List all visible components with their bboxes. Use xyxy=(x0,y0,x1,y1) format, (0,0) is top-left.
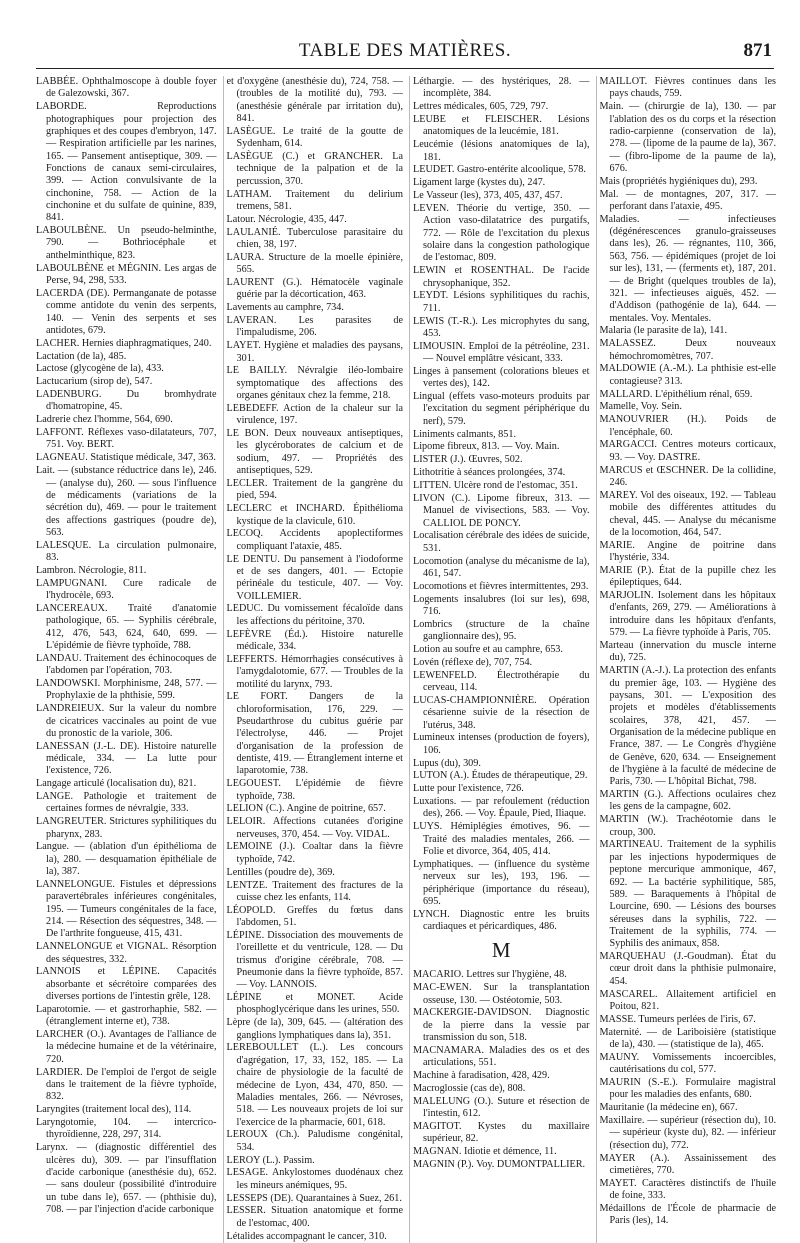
index-entry: LEMOINE (J.). Coaltar dans la fièvre typhoïde, 742. xyxy=(226,841,403,865)
index-entry: LEGOUEST. L'épidémie de fièvre typhoïde, 738. xyxy=(226,778,403,802)
index-entry: LEVEN. Théorie du vertige, 350. — Action vaso-dilatatrice des purgatifs, 772. — Rôle de l'excitation du plexus solaire dans la congestion pathologique de l'estomac, 809. xyxy=(413,202,590,264)
index-entry: LARCHER (O.). Avantages de l'alliance de la médecine humaine et de la vétérinaire, 720. xyxy=(36,1029,217,1065)
index-entry: LEBEDEFF. Action de la chaleur sur la virulence, 197. xyxy=(226,402,403,427)
index-entry: Logements insalubres (loi sur les), 698, 716. xyxy=(413,593,590,617)
index-entry: LEUBE et FLEISCHER. Lésions anatomiques de la leucémie, 181. xyxy=(413,114,590,138)
index-entry: LANCEREAUX. Traité d'anatomie pathologique, 65. — Syphilis cérébrale, 412, 476, 543, 624, 640, 699. — L'épidémie de fièvre typhoïde, 788. xyxy=(36,602,217,651)
index-entry: MARIE (P.). État de la pupille chez les épileptiques, 644. xyxy=(599,564,776,589)
index-entry: MARQUEHAU (J.-Goudman). État du cœur droit dans la phthisie pulmonaire, 454. xyxy=(599,951,776,987)
index-entry: LESAGE. Ankylostomes duodénaux chez les mineurs anémiques, 95. xyxy=(226,1167,403,1191)
index-entry: LUYS. Hémiplégies émotives, 96. — Traité des maladies mentales, 266. — Folie et divorce, 364, 405, 414. xyxy=(413,821,590,857)
index-entry: LANNELONGUE. Fistules et dépressions paravertébrales inférieures congénitales, 195. — Tumeurs congénitales de la face, 214. — Résection des séquestres, 348. — De l'arthrite fongueuse, 415, 431. xyxy=(36,879,217,940)
index-entry: LANDAU. Traitement des échinocoques de l'abdomen par l'opération, 703. xyxy=(36,652,217,677)
index-entry: LACERDA (DE). Permanganate de potasse comme antidote du venin des serpents, 140. — Venin des serpents et ses antidotes, 679. xyxy=(36,287,217,336)
index-entry: LAVERAN. Les parasites de l'impaludisme, 206. xyxy=(226,315,403,339)
index-entry: Lovén (réflexe de), 707, 754. xyxy=(413,656,533,668)
index-entry: Le Vasseur (les), 373, 405, 437, 457. xyxy=(413,190,563,202)
index-entry: Machine à faradisation, 428, 429. xyxy=(413,1070,550,1082)
index-entry: LANESSAN (J.-L. DE). Histoire naturelle médicale, 334. — La lutte pour l'existence, 726. xyxy=(36,740,217,777)
index-entry: Mal. — de montagnes, 207, 317. — perforant dans l'ataxie, 495. xyxy=(599,188,776,212)
page-number: 871 xyxy=(743,40,772,61)
index-entry: MACKERGIE-DAVIDSON. Diagnostic de la pierre dans la vessie par transmission du son, 518. xyxy=(413,1007,590,1044)
index-entry: Malaria (le parasite de la), 141. xyxy=(599,325,728,337)
index-entry: LAURA. Structure de la moelle épinière, 565. xyxy=(226,251,403,276)
index-entry: LYNCH. Diagnostic entre les bruits cardiaques et péricardiques, 486. xyxy=(413,908,590,933)
index-entry: LÉOPOLD. Greffes du fœtus dans l'abdomen, 51. xyxy=(226,904,403,929)
index-entry: LE DENTU. Du pansement à l'iodoforme et de ses dangers, 401. — Ectopie périnéale du testicule, 407. — Voy. VOILLEMIER. xyxy=(226,553,403,602)
page-header xyxy=(36,38,774,69)
index-entry: Leucémie (lésions anatomiques de la), 181. xyxy=(413,139,590,163)
index-entry: Lentilles (poudre de), 369. xyxy=(226,866,335,878)
index-entry: LE FORT. Dangers de la chloroformisation, 176, 229. — Pseudarthrose du cubitus guérie par l'électrolyse, 446. — Projet d'organisation de la profession de dentiste, 419. — Étranglement interne et laparotomie, 738. xyxy=(226,691,403,777)
index-entry: LARDIER. De l'emploi de l'ergot de seigle dans le traitement de la fièvre typhoïde, 832. xyxy=(36,1066,217,1103)
index-entry: Lait. — (substance réductrice dans le), 246. — (analyse du), 260. — sous l'influence de médicaments (variations de la sécrétion du), 469. — pour le traitement des affections gastriques (poudre de), 563. xyxy=(36,465,217,538)
index-entry: Lactose (glycogène de la), 433. xyxy=(36,363,164,375)
index-entry: LELOIR. Affections cutanées d'origine nerveuses, 370, 454. — Voy. VIDAL. xyxy=(226,816,403,840)
index-entry: MARTINEAU. Traitement de la syphilis par les injections hypodermiques de peptone mercurique ammonique, 467, 692. — La bactérie syphilitique, 585, 589. — Baraquements à l'hôpital de Lourcine, 690. — Lésions des bourses séreuses dans la syphilis, 722. — Traitement de la syphilis, 774. — Syphilis des animaux, 858. xyxy=(599,839,776,950)
index-entry: Lavements au camphre, 734. xyxy=(226,302,344,314)
index-entry: Lutte pour l'existence, 726. xyxy=(413,783,524,795)
index-entry: Lithotritie à séances prolongées, 374. xyxy=(413,467,566,479)
index-entry: MAILLOT. Fièvres continues dans les pays chauds, 759. xyxy=(599,76,776,100)
index-entry: LANNELONGUE et VIGNAL. Résorption des séquestres, 332. xyxy=(36,941,217,965)
index-entry: MASCAREL. Allaitement artificiel en Poitou, 821. xyxy=(599,988,776,1012)
index-entry: MALASSEZ. Deux nouveaux hémochromomètres, 707. xyxy=(599,338,776,362)
index-entry: Latour. Nécrologie, 435, 447. xyxy=(226,213,347,225)
index-entry: Léthargie. — des hystériques, 28. — incomplète, 384. xyxy=(413,76,590,100)
index-entry: LUCAS-CHAMPIONNIÈRE. Opération césarienne suivie de la résection de l'utérus, 348. xyxy=(413,694,590,731)
index-entry: LABORDE. Reproductions photographiques pour projection des graphiques et des coupes d'embryon, 147. — Respiration artificielle par les narines, 165. — Pansement antiseptique, 309. — Fonctions de canaux semi-circulaires, 399. — Action convulsivante de la cinchonine, 758. — Action de la cinchonine et du sulfate de quinine, 839, 841. xyxy=(36,101,217,224)
index-entry: MAURIN (S.-E.). Formulaire magistral pour les maladies des enfants, 680. xyxy=(599,1077,776,1101)
index-entry: Lombrics (structure de la chaîne ganglionnaire des), 95. xyxy=(413,618,590,643)
index-entry: LABOULBÈNE et MÉGNIN. Les argas de Perse, 94, 298, 533. xyxy=(36,262,217,286)
index-entry: LEREBOULLET (L.). Les concours d'agrégation, 17, 33, 152, 185. — La chaire de physiologie de la faculté de médecine de Lyon, 434, 470, 850. — Maladies mentales, 266. — Névroses, 518. — Les nouveaux projets de loi sur l'exercice de la pharmacie, 601, 618. xyxy=(226,1042,403,1128)
index-entry: LASÈGUE. Le traité de la goutte de Sydenham, 614. xyxy=(226,125,403,150)
index-entry: Lèpre (de la), 309, 645. — (altération des ganglions lymphatiques dans la), 351. xyxy=(226,1017,403,1041)
index-entry: Lactation (de la), 485. xyxy=(36,350,127,362)
index-entry: LABOULBÈNE. Un pseudo-helminthe, 790. — Bothriocéphale et anthelminthique, 823. xyxy=(36,225,217,261)
index-entry: LEWENFELD. Électrothérapie du cerveau, 114. xyxy=(413,669,590,693)
running-title: TABLE DES MATIÈRES. xyxy=(298,40,512,61)
index-entry: Lactucarium (sirop de), 547. xyxy=(36,376,153,388)
index-entry: LANDOWSKI. Morphinisme, 248, 577. — Prophylaxie de la phthisie, 599. xyxy=(36,678,217,702)
index-entry: Ladrerie chez l'homme, 564, 690. xyxy=(36,414,173,426)
index-entry: LADENBURG. Du bromhydrate d'homatropine, 45. xyxy=(36,389,217,413)
index-entry: LANGE. Pathologie et traitement de certaines formes de névralgie, 333. xyxy=(36,791,217,815)
index-entry: Locomotion (analyse du mécanisme de la), 461, 547. xyxy=(413,555,590,579)
index-entry: Laparotomie. — et gastrorhaphie, 582. — (étranglement interne et), 738. xyxy=(36,1003,217,1028)
index-entry: Mamelle, Voy. Sein. xyxy=(599,401,682,413)
index-entry: Laryngotomie, 104. — intercrico-thyroïdienne, 228, 297, 314. xyxy=(36,1117,217,1141)
index-entry: LAMPUGNANI. Cure radicale de l'hydrocèle, 693. xyxy=(36,577,217,602)
index-entry: LANGREUTER. Strictures syphilitiques du pharynx, 283. xyxy=(36,816,217,840)
index-entry: MARTIN (A.-J.). La protection des enfants du premier âge, 103. — Hygiène des paysans, 301. — L'exposition des projets et modèles d'établissements scolaires, 378, 421, 457. — Organisation de la médecine publique en France, 387. — Le Congrès d'hygiène de Genève, 620, 634. — Enseignement de l'hygiène à la faculté de médecine de Paris, 730. — L'hôpital Bichat, 798. xyxy=(599,665,776,788)
index-entry: MAGNAN. Idiotie et démence, 11. xyxy=(413,1146,557,1158)
index-entry: Lotion au soufre et au camphre, 653. xyxy=(413,643,563,655)
index-entry: LÉPINE. Dissociation des mouvements de l'oreillette et du ventricule, 128. — Du trismus d'origine cérébrale, 708. — Pneumonie dans la fièvre typhoïde, 857. — Voy. LANNOIS. xyxy=(226,929,403,991)
index-entry: LE BAILLY. Névralgie iléo-lombaire symptomatique des affections des organes génitaux chez la femme, 218. xyxy=(226,365,403,402)
index-entry: LESSER. Situation anatomique et forme de l'estomac, 400. xyxy=(226,1205,403,1229)
index-entry: Linges à pansement (colorations bleues et vertes des), 142. xyxy=(413,365,590,390)
index-entry: Médaillons de l'École de pharmacie de Paris (les), 14. xyxy=(599,1202,776,1227)
index-entry: Lettres médicales, 605, 729, 797. xyxy=(413,101,549,113)
index-entry: MAYER (A.). Assainissement des cimetières, 770. xyxy=(599,1152,776,1176)
index-entry: Lymphatiques. — (influence du système nerveux sur les), 193, 196. — périphérique (importance du réseau), 695. xyxy=(413,858,590,907)
index-entry: Lambron. Nécrologie, 811. xyxy=(36,564,147,576)
index-entry: MALDOWIE (A.-M.). La phthisie est-elle contagieuse? 313. xyxy=(599,363,776,387)
index-entry: Lupus (du), 309. xyxy=(413,757,481,769)
index-entry: MARGACCI. Centres moteurs corticaux, 93. — Voy. DASTRE. xyxy=(599,439,776,463)
index-entry: Locomotions et fièvres intermittentes, 293. xyxy=(413,580,589,592)
index-entry: MAUNY. Vomissements incoercibles, cautérisations du col, 577. xyxy=(599,1051,776,1076)
index-entry: Maladies. — infectieuses (dégénérescences granulo-graisseuses dans les), 26. — régnantes, 110, 366, 563, 756. — épidémiques (projet de loi sur les), 131, — (ferments et), 187, 201. — de Bright (quelques troubles de la), 321. — infectieuses aiguës, 452. — d'Addison (pathogénie de la), 644. — mentales. Voy. Mentales. xyxy=(599,213,776,324)
index-entry: LAURENT (G.). Hématocèle vaginale guérie par la décortication, 463. xyxy=(226,277,403,301)
index-entry: MANOUVRIER (H.). Poids de l'encéphale, 60. xyxy=(599,414,776,438)
index-entry: LEROY (L.). Passim. xyxy=(226,1154,315,1166)
index-entry: LANNOIS et LÉPINE. Capacités absorbante et sécrétoire comparées des diverses portions de l'intestin grêle, 128. xyxy=(36,966,217,1003)
index-entry: LEFFERTS. Hémorrhagies consécutives à l'amygdalotomie, 677. — Troubles de la motilité du larynx, 793. xyxy=(226,653,403,690)
index-entry: MARIE. Angine de poitrine dans l'hystérie, 334. xyxy=(599,539,776,564)
index-entry: MACNAMARA. Maladies des os et des articulations, 551. xyxy=(413,1044,590,1069)
index-entry: Mais (propriétés hygiéniques du), 293. xyxy=(599,175,758,187)
index-entry: Lingual (effets vaso-moteurs produits par l'excitation du segment périphérique du nerf), 579. xyxy=(413,391,590,427)
index-column-2 xyxy=(223,76,404,1243)
index-entry: LECLERC et INCHARD. Épithélioma kystique de la clavicule, 610. xyxy=(226,503,403,527)
index-entry: LAYET. Hygiène et maladies des paysans, 301. xyxy=(226,340,403,364)
index-column-3 xyxy=(409,76,590,1243)
index-entry: Lumineux intenses (production de foyers), 106. xyxy=(413,732,590,756)
index-entry: LAULANIÉ. Tuberculose parasitaire du chien, 38, 197. xyxy=(226,226,403,250)
index-entry: LEUDET. Gastro-entérite alcoolique, 578. xyxy=(413,164,586,176)
index-entry: LAGNEAU. Statistique médicale, 347, 363. xyxy=(36,452,216,464)
index-entry: MAGITOT. Kystes du maxillaire supérieur, 82. xyxy=(413,1121,590,1145)
index-entry: Ligament large (kystes du), 247. xyxy=(413,177,546,189)
index-entry: MACARIO. Lettres sur l'hygiène, 48. xyxy=(413,969,567,981)
index-entry: LITTEN. Ulcère rond de l'estomac, 351. xyxy=(413,480,578,491)
index-entry: LENTZE. Traitement des fractures de la cuisse chez les enfants, 114. xyxy=(226,879,403,903)
index-entry: LABBÉE. Ophthalmoscope à double foyer de Galezowski, 367. xyxy=(36,76,217,100)
index-entry: LUTON (A.). Études de thérapeutique, 29. xyxy=(413,770,588,782)
index-entry: LIVON (C.). Lipome fibreux, 313. — Manuel de vivisections, 583. — Voy. CALLIOL DE PONCY. xyxy=(413,492,590,529)
index-entry: Luxations. — par refoulement (réduction des), 266. — Voy. Épaule, Pied, Iliaque. xyxy=(413,796,590,820)
index-entry: LEYDT. Lésions syphilitiques du rachis, 711. xyxy=(413,290,590,314)
index-entry: et d'oxygène (anesthésie du), 724, 758. — (troubles de la motilité du), 793. — (anesthésie générale par irritation du), 841. xyxy=(226,76,403,125)
index-entry: Langue. — (ablation d'un épithélioma de la), 280. — desquamation épithéliale de la), 387. xyxy=(36,841,217,878)
index-entry: Létalides accompagnant le cancer, 310. xyxy=(226,1230,387,1242)
index-entry: Langage articulé (localisation du), 821. xyxy=(36,778,197,790)
index-entry: LECOQ. Accidents apoplectiformes compliquant l'ataxie, 485. xyxy=(226,528,403,552)
index-entry: LELION (C.). Angine de poitrine, 657. xyxy=(226,803,386,815)
index-entry: MALELUNG (O.). Suture et résection de l'intestin, 612. xyxy=(413,1095,590,1120)
index-entry: Maternité. — de Lariboisière (statistique de la), 430. — (statistique de la), 465. xyxy=(599,1026,776,1050)
index-entry: Laryngites (traitement local des), 114. xyxy=(36,1104,192,1116)
index-entry: Main. — (chirurgie de la), 130. — par l'ablation des os du corps et la résection radio-carpienne (conservation de la), 278. — (lipome de la paume de la), 367. — (fibro-lipome de la paume de la), 676. xyxy=(599,101,776,174)
index-entry: LEFÈVRE (Éd.). Histoire naturelle médicale, 334. xyxy=(226,628,403,652)
index-entry: LEDUC. Du vomissement fécaloïde dans les affections du péritoine, 370. xyxy=(226,603,403,627)
index-column-4 xyxy=(596,76,777,1243)
index-entry: LISTER (J.). Œuvres, 502. xyxy=(413,454,523,466)
index-entry: MAYET. Caractères distinctifs de l'huile de foine, 333. xyxy=(599,1177,776,1202)
index-entry: MARTIN (G.). Affections oculaires chez les gens de la campagne, 602. xyxy=(599,789,776,813)
index-entry: LESSEPS (DE). Quarantaines à Suez, 261. xyxy=(226,1192,402,1204)
index-entry: LANDREIEUX. Sur la valeur du nombre de cicatrices vaccinales au point de vue du pronostic de la variole, 306. xyxy=(36,703,217,739)
index-entry: Mauritanie (la médecine en), 667. xyxy=(599,1102,738,1114)
index-entry: LAFFONT. Réflexes vaso-dilatateurs, 707, 751. Voy. BERT. xyxy=(36,427,217,451)
index-entry: LEWIS (T.-R.). Les microphytes du sang, 453. xyxy=(413,315,590,339)
index-entry: Maxillaire. — supérieur (résection du), 10. — supérieur (kyste du), 82. — inférieur (résection du), 772. xyxy=(599,1115,776,1151)
index-entry: Lipome fibreux, 813. — Voy. Main. xyxy=(413,441,560,453)
index-entry: LASÈGUE (C.) et GRANCHER. La technique de la palpation et de la percussion, 370. xyxy=(226,151,403,187)
index-entry: Marteau (innervation du muscle interne du), 725. xyxy=(599,639,776,664)
index-entry: LE BON. Deux nouveaux antiseptiques, les glycéroborates de calcium et de sodium, 497. — Propriétés des antiseptiques, 529. xyxy=(226,428,403,477)
index-entry: Larynx. — (diagnostic différentiel des ulcères du), 309. — par l'insufflation d'acide carbonique (anesthésie du), 652. — sans douleur (possibilité d'introduire un tube dans le), 657. — (phthisie du), 708. — par l'injection d'acide carbonique xyxy=(36,1142,217,1215)
index-columns xyxy=(36,76,776,1242)
index-entry: Localisation cérébrale des idées de suicide, 531. xyxy=(413,530,590,554)
index-entry: MAC-EWEN. Sur la transplantation osseuse, 130. — Ostéotomie, 503. xyxy=(413,982,590,1006)
index-entry: MALLARD. L'épithélium rénal, 659. xyxy=(599,388,753,400)
index-entry: LIMOUSIN. Emploi de la pétréoline, 231. — Nouvel emplâtre vésicant, 333. xyxy=(413,340,590,365)
index-entry: LEROUX (Ch.). Paludisme congénital, 534. xyxy=(226,1129,403,1153)
index-entry: LALESQUE. La circulation pulmonaire, 83. xyxy=(36,539,217,564)
index-entry: MASSE. Tumeurs perlées de l'iris, 67. xyxy=(599,1013,756,1025)
index-entry: MARTIN (W.). Trachéotomie dans le croup, 300. xyxy=(599,814,776,838)
index-entry: Macroglossie (cas de), 808. xyxy=(413,1082,526,1094)
index-column-1 xyxy=(36,76,217,1243)
index-entry: LEWIN et ROSENTHAL. De l'acide chrysophanique, 352. xyxy=(413,265,590,289)
index-entry: LECLER. Traitement de la gangrène du pied, 594. xyxy=(226,478,403,502)
index-entry: LACHER. Hernies diaphragmatiques, 240. xyxy=(36,337,212,349)
index-entry: MAREY. Vol des oiseaux, 192. — Tableau mobile des différentes attitudes du cheval, 445. — Analyse du mécanisme de la locomotion, 464, 547. xyxy=(599,489,776,538)
index-entry: LATHAM. Traitement du delirium tremens, 581. xyxy=(226,188,403,212)
index-entry: LÉPINE et MONET. Acide phosphoglycérique dans les urines, 550. xyxy=(226,992,403,1016)
index-entry: MAGNIN (P.). Voy. DUMONTPALLIER. xyxy=(413,1159,586,1171)
index-entry: Liniments calmants, 851. xyxy=(413,428,516,440)
section-letter-heading: M xyxy=(491,938,511,963)
index-entry: MARJOLIN. Isolement dans les hôpitaux d'enfants, 269, 279. — Améliorations à introduire dans les hôpitaux d'enfants, 579. — La fièvre typhoïde à Paris, 705. xyxy=(599,590,776,639)
index-entry: MARCUS et ŒSCHNER. De la collidine, 246. xyxy=(599,464,776,488)
